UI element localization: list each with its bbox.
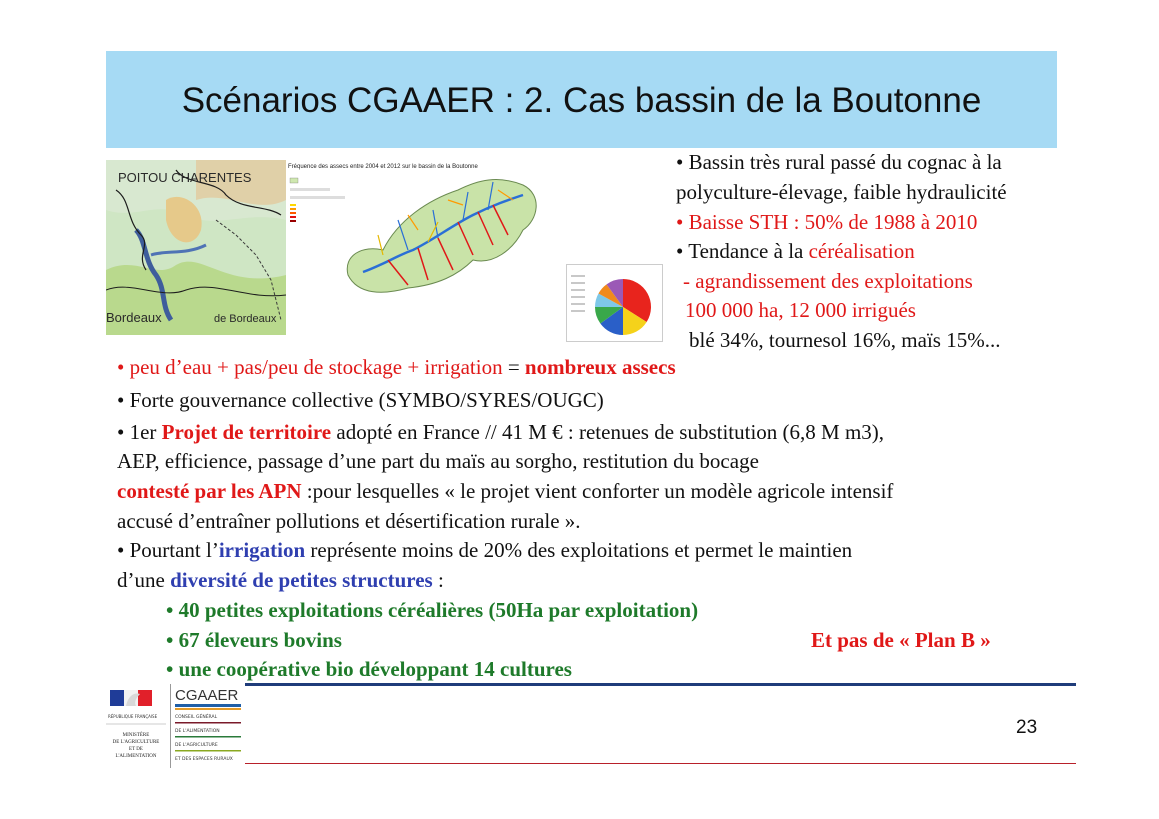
body-line-projet: [117, 420, 884, 444]
map-label-region: POITOU CHARENTES: [118, 170, 252, 185]
green-bullet-eleveurs: • 67 éleveurs bovins: [166, 628, 342, 652]
ministry-logo: [102, 684, 171, 768]
regional-map-image: [106, 160, 286, 335]
bullet-tendance: [676, 239, 915, 263]
conteste-rest: :pour lesquelles « le projet vient conforter un modèle agricole intensif: [301, 479, 894, 503]
green-bullet-cooperative: • une coopérative bio développant 14 cultures: [166, 657, 572, 681]
footer-rule-blue: [245, 683, 1076, 686]
bullet-agrandissement: - agrandissement des exploitations: [683, 269, 973, 293]
footer-rule-red: [245, 763, 1076, 764]
page-number: 23: [1016, 717, 1038, 738]
pie-legend-placeholder-line: [571, 303, 585, 305]
basin-map-caption: Fréquence des assecs entre 2004 et 2012 sur le bassin de la Boutonne: [288, 164, 478, 170]
pourtant-rest: représente moins de 20% des exploitations et permet le maintien: [305, 538, 853, 562]
body-line-diversite: [117, 568, 444, 592]
pie-legend-placeholder-line: [571, 289, 585, 291]
diversite-rest: :: [432, 568, 444, 592]
projet-prefix: • 1er: [117, 420, 162, 444]
projet-rest: adopté en France // 41 M € : retenues de substitution (6,8 M m3),: [331, 420, 885, 444]
bullet-bassin-line2: polyculture-élevage, faible hydraulicité: [676, 180, 1007, 204]
pie-legend-placeholder-line: [571, 275, 585, 277]
body-line-conteste: [117, 479, 893, 503]
ministry-line-4: L'ALIMENTATION: [115, 754, 157, 759]
bullet-cultures: blé 34%, tournesol 16%, maïs 15%...: [689, 328, 1001, 352]
plan-b-note: Et pas de « Plan B »: [811, 628, 991, 652]
pourtant-prefix: • Pourtant l’: [117, 538, 219, 562]
slide-title: Scénarios CGAAER : 2. Cas bassin de la Boutonne: [181, 81, 982, 120]
cgaaer-logo: [172, 684, 244, 768]
ministry-line-1: MINISTÈRE: [122, 733, 150, 738]
ministry-line-3: ET DE: [129, 747, 143, 752]
assecs-bold: nombreux assecs: [524, 355, 676, 379]
body-line-pourtant: [117, 538, 852, 562]
body-line-assecs: [117, 355, 676, 379]
ministry-line-2: DE L'AGRICULTURE: [112, 740, 160, 745]
map-label-city: Bordeaux: [106, 310, 162, 325]
cgaaer-line-3: DE L'AGRICULTURE: [175, 743, 218, 748]
assecs-eq: =: [507, 355, 525, 379]
cgaaer-line-4: ET DES ESPACES RURAUX: [175, 757, 233, 762]
bullet-baisse-sth: • Baisse STH : 50% de 1988 à 2010: [676, 210, 978, 234]
body-line-accuse: accusé d’entraîner pollutions et désertification rurale ».: [117, 509, 581, 533]
pie-legend-placeholder-line: [571, 310, 585, 312]
green-bullet-exploitations: • 40 petites exploitations céréalières (50Ha par exploitation): [166, 598, 699, 622]
conteste-bold: contesté par les APN: [117, 479, 302, 503]
cgaaer-line-2: DE L'ALIMENTATION: [175, 729, 220, 734]
diversite-blue: diversité de petites structures: [170, 568, 433, 592]
cgaaer-line-1: CONSEIL GÉNÉRAL: [175, 715, 218, 720]
basin-map-image: [288, 160, 568, 320]
diversite-prefix: d’une: [117, 568, 171, 592]
body-line-aep: AEP, efficience, passage d’une part du maïs au sorgho, restitution du bocage: [117, 449, 759, 473]
bullet-bassin-line1: • Bassin très rural passé du cognac à la: [676, 150, 1002, 174]
tendance-red: céréalisation: [808, 239, 915, 263]
projet-bold: Projet de territoire: [161, 420, 332, 444]
pourtant-blue: irrigation: [218, 538, 306, 562]
assecs-red: • peu d’eau + pas/peu de stockage + irrigation: [117, 355, 508, 379]
republique-francaise: RÉPUBLIQUE FRANÇAISE: [108, 714, 158, 719]
pie-chart-inset: [566, 264, 663, 342]
title-banner: [106, 51, 1057, 148]
bullet-surface: 100 000 ha, 12 000 irrigués: [685, 298, 916, 322]
map-label-other: de Bordeaux: [214, 313, 277, 325]
pie-legend-placeholder-line: [571, 282, 585, 284]
cgaaer-wordmark: CGAAER: [175, 687, 239, 704]
body-line-gouvernance: • Forte gouvernance collective (SYMBO/SYRES/OUGC): [117, 388, 604, 412]
pie-legend-placeholder-line: [571, 296, 585, 298]
tendance-prefix: • Tendance à la: [676, 239, 809, 263]
